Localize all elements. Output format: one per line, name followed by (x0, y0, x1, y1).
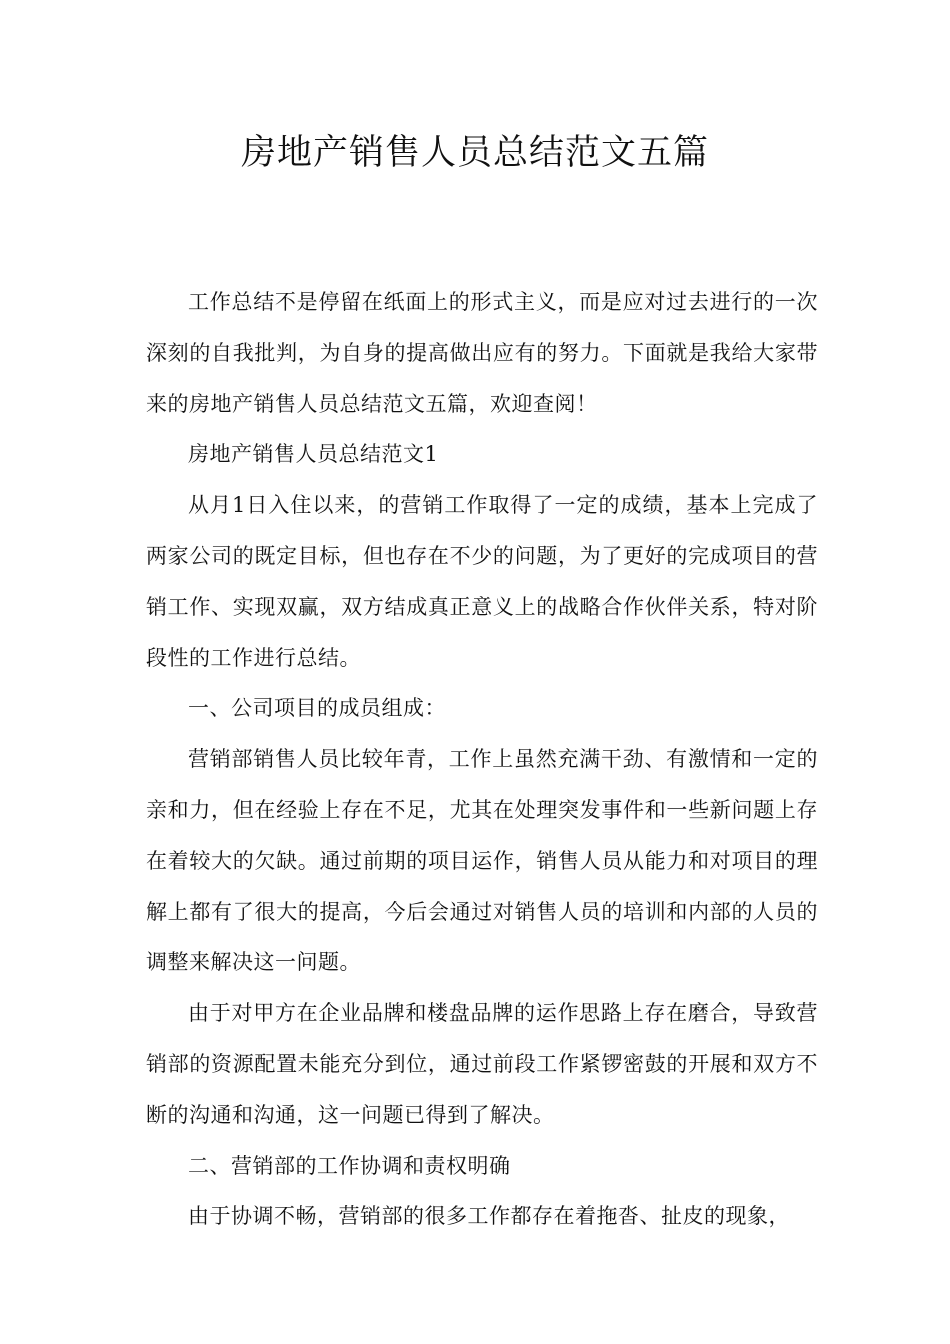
intro-paragraph: 工作总结不是停留在纸面上的形式主义，而是应对过去进行的一次深刻的自我批判，为自身的提高做出应有的努力。下面就是我给大家带来的房地产销售人员总结范文五篇，欢迎查阅！ (146, 290, 818, 416)
body-paragraph: 从月1日入住以来，的营销工作取得了一定的成绩，基本上完成了两家公司的既定目标，但也存在不少的问题，为了更好的完成项目的营销工作、实现双赢，双方结成真正意义上的战略合作伙伴关系，特对阶段性的工作进行总结。 (146, 493, 818, 670)
section-heading: 房地产销售人员总结范文1 (188, 442, 439, 467)
body-paragraph: 由于协调不畅，营销部的很多工作都存在着拖沓、扯皮的现象， (188, 1204, 790, 1229)
subsection-heading: 一、公司项目的成员组成： (188, 696, 446, 721)
subsection-heading: 二、营销部的工作协调和责权明确 (188, 1153, 511, 1178)
document-body (146, 277, 818, 1242)
body-paragraph: 营销部销售人员比较年青，工作上虽然充满干劲、有激情和一定的亲和力，但在经验上存在不足，尤其在处理突发事件和一些新问题上存在着较大的欠缺。通过前期的项目运作，销售人员从能力和对项目的理解上都有了很大的提高，今后会通过对销售人员的培训和内部的人员的调整来解决这一问题。 (146, 747, 818, 975)
body-paragraph: 由于对甲方在企业品牌和楼盘品牌的运作思路上存在磨合，导致营销部的资源配置未能充分到位，通过前段工作紧锣密鼓的开展和双方不断的沟通和沟通，这一问题已得到了解决。 (146, 1001, 818, 1127)
document-title: 房地产销售人员总结范文五篇 (240, 133, 709, 173)
